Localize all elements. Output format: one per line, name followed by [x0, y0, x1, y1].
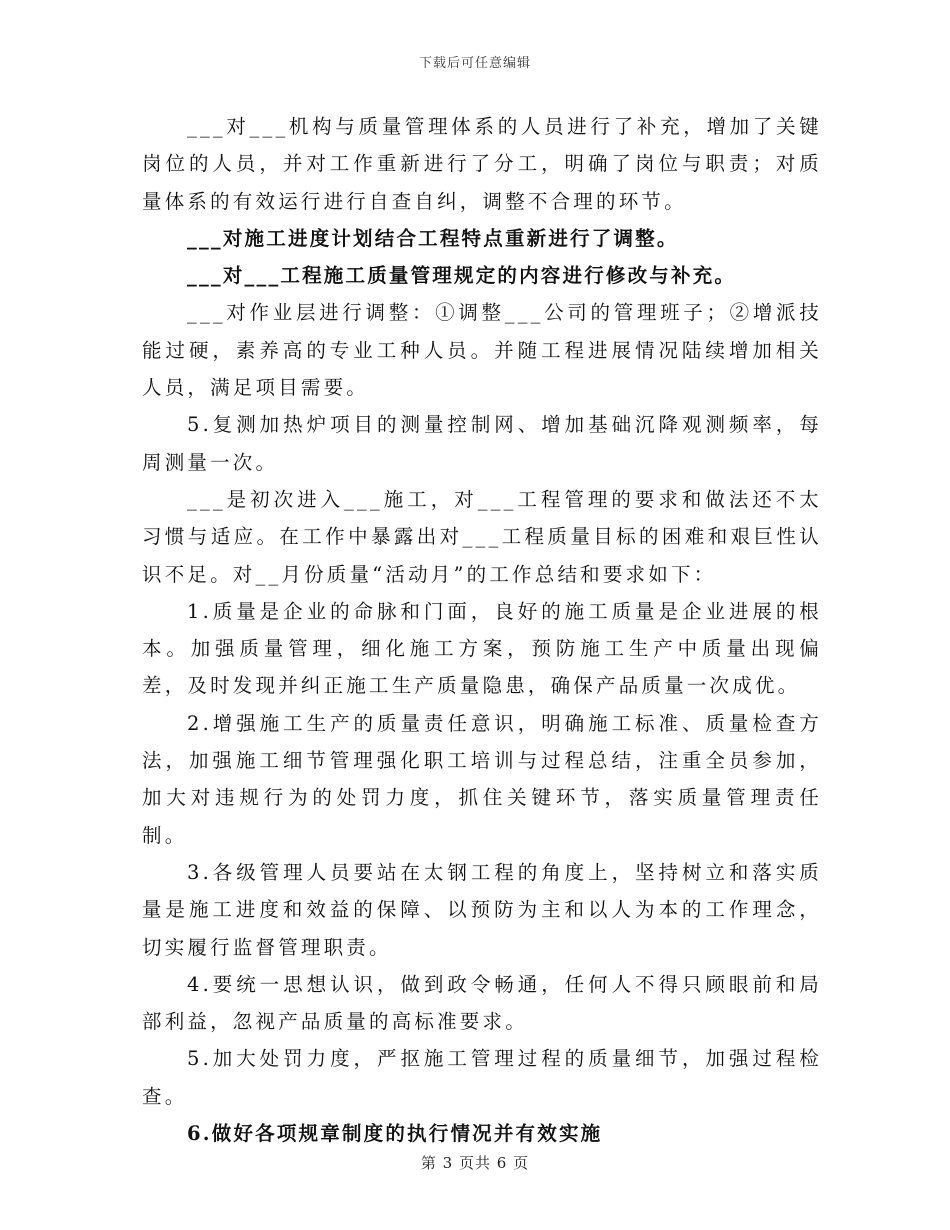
page-number: 第 3 页共 6 页 — [420, 1154, 530, 1172]
paragraph-1: ___对___机构与质量管理体系的人员进行了补充，增加了关键岗位的人员，并对工作重新进行了分工，明确了岗位与职责；对质量体系的有效运行进行自查自纠，调整不合理的环节。 — [142, 115, 822, 213]
paragraph-12: 6.做好各项规章制度的执行情况并有效实施 — [187, 1122, 603, 1146]
paragraph-11: 5.加大处罚力度，严抠施工管理过程的质量细节，加强过程检查。 — [142, 1047, 822, 1108]
document-body — [142, 108, 822, 1152]
paragraph-2: ___对施工进度计划结合工程特点重新进行了调整。 — [187, 226, 679, 250]
paragraph-4: ___对作业层进行调整：①调整___公司的管理班子；②增派技能过硬，素养高的专业工种人员。并随工程进展情况陆续增加相关人员，满足项目需要。 — [142, 301, 822, 400]
paragraph-6: ___是初次进入___施工，对___工程管理的要求和做法还不太习惯与适应。在工作中暴露出对___工程质量目标的困难和艰巨性认识不足。对__月份质量“活动月”的工作总结和要求如下： — [142, 487, 822, 586]
paragraph-3: ___对___工程施工质量管理规定的内容进行修改与补充。 — [187, 264, 737, 288]
paragraph-10: 4.要统一思想认识，做到政令畅通，任何人不得只顾眼前和局部利益，忽视产品质量的高标准要求。 — [142, 972, 822, 1034]
paragraph-5: 5.复测加热炉项目的测量控制网、增加基础沉降观测频率，每周测量一次。 — [142, 413, 822, 474]
paragraph-7: 1.质量是企业的命脉和门面，良好的施工质量是企业进展的根本。加强质量管理，细化施工方案，预防施工生产中质量出现偏差，及时发现并纠正施工生产质量隐患，确保产品质量一次成优。 — [142, 599, 822, 698]
page-header: 下载后可任意编辑 — [418, 56, 531, 71]
paragraph-8: 2.增强施工生产的质量责任意识，明确施工标准、质量检查方法，加强施工细节管理强化职工培训与过程总结，注重全员参加，加大对违规行为的处罚力度，抓住关键环节，落实质量管理责任制。 — [142, 711, 822, 847]
paragraph-9: 3.各级管理人员要站在太钢工程的角度上，坚持树立和落实质量是施工进度和效益的保障、以预防为主和以人为本的工作理念，切实履行监督管理职责。 — [142, 860, 822, 959]
